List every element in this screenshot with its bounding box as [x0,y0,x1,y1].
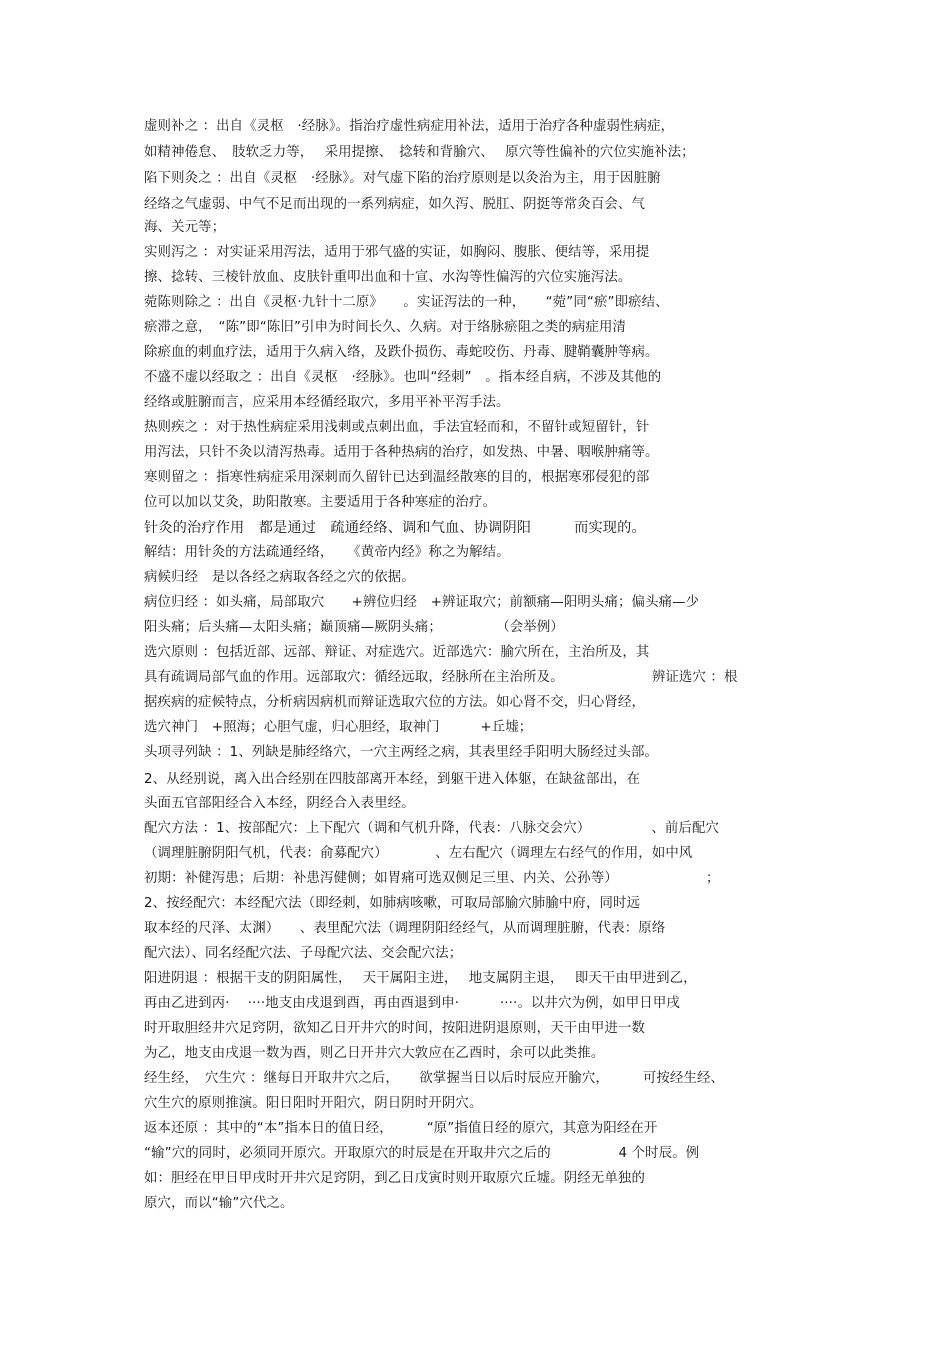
text-line: 用泻法，只针不灸以清泻热毒。适用于各种热病的治疗，如发热、中暑、咽喉肿痛等。 [144,445,659,460]
text-line: 头项寻列缺 ：1、列缺是肺经络穴，一穴主两经之病，其表里经手阳明大肠经过头部。 [144,745,659,760]
text-line: 菀陈则除之 ：出自《灵枢·九针十二原》 。实证泻法的一种， “菀”同“瘀”即瘀结、 [144,295,669,310]
text-line: 2、按经配穴：本经配穴法（即经刺，如肺病咳嗽，可取局部腧穴肺腧中府，同时远 [144,896,641,911]
text-line: “输”穴的同时，必须同开原穴。开取原穴的时辰是在开取井穴之后的 4 个时辰。例 [144,1146,700,1161]
text-line: 不盛不虚以经取之 ：出自《灵枢 ·经脉》。也叫“经刺” 。指本经自病，不涉及其他的 [144,370,662,385]
text-line: （调理脏腑阴阳气机，代表：俞募配穴） 、左右配穴（调理左右经气的作用，如中风 [144,846,693,861]
text-line: 热则疾之 ：对于热性病症采用浅刺或点刺出血，手法宜轻而和，不留针或短留针，针 [144,420,650,435]
text-line: 海、关元等； [144,220,226,235]
text-line: 针灸的治疗作用 都是通过 疏通经络、调和气血、协调阴阳 而实现的。 [144,520,646,536]
text-line: 瘀滞之意， “陈”即“陈旧”引申为时间长久、久病。对于络脉瘀阻之类的病症用清 [144,320,627,335]
text-line: 经络之气虚弱、中气不足而出现的一系列病症，如久泻、脱肛、阴挺等常灸百会、气 [144,197,646,212]
text-line: 虚则补之 ：出自《灵枢 ·经脉》。指治疗虚性病症用补法，适用于治疗各种虚弱性病症， [144,119,675,134]
text-line: 解结：用针灸的方法疏通经络， 《黄帝内经》称之为解结。 [144,545,510,560]
text-line: 原穴，而以“输”穴代之。 [144,1196,294,1211]
text-line: 阳进阴退 ：根据干支的阴阳属性， 天干属阳主进， 地支属阴主退， 即天干由甲进到乙， [144,971,697,986]
text-line: 阳头痛；后头痛—太阳头痛；巅顶痛—厥阴头痛； （会举例） [144,620,564,635]
text-line: 据疾病的症候特点，分析病因病机而辩证选取穴位的方法。如心肾不交，归心肾经， [144,695,646,710]
text-line: 初期：补健泻患；后期：补患泻健侧；如胃痛可选双侧足三里、内关、公孙等） ； [144,871,720,886]
text-line: 配穴法）、同名经配穴法、子母配穴法、交会配穴法； [144,946,463,961]
text-line: 如精神倦怠、 肢软乏力等， 采用提擦、 捻转和背腧穴、 原穴等性偏补的穴位实施补法； [144,145,695,160]
text-line: 穴生穴的原则推演。阳日阳时开阳穴，阴日阴时开阴穴。 [144,1096,483,1111]
text-line: 再由乙进到丙· ····地支由戌退到酉，再由酉退到申· ····。以井穴为例，如甲日甲戌 [144,996,680,1011]
text-line: 头面五官部阳经合入本经，阴经合入表里经。 [144,796,415,811]
text-line: 经络或脏腑而言，应采用本经循经取穴，多用平补平泻手法。 [144,395,510,410]
text-line: 实则泻之 ：对实证采用泻法，适用于邪气盛的实证，如胸闷、腹胀、便结等，采用提 [144,245,650,260]
text-line: 为乙，地支由戌退一数为酉，则乙日开井穴大敦应在乙酉时，余可以此类推。 [144,1046,605,1061]
text-line: 时开取胆经井穴足窍阴，欲知乙日开井穴的时间，按阳进阴退原则，天干由甲进一数 [144,1021,646,1036]
text-line: 病候归经 是以各经之病取各经之穴的依据。 [144,570,415,585]
text-line: 病位归经 ：如头痛，局部取穴 +辨位归经 +辨证取穴；前额痛—阳明头痛；偏头痛—少 [144,595,700,610]
text-line: 2、从经别说，离入出合经别在四肢部离开本经，到躯干进入体躯，在缺盆部出，在 [144,772,641,787]
text-line: 返本还原 ：其中的“本”指本日的值日经， “原”指值日经的原穴，其意为阳经在开 [144,1121,658,1136]
text-line: 经生经， 穴生穴 ：继每日开取井穴之后， 欲掌握当日以后时辰应开腧穴， 可按经生经、 [144,1071,725,1086]
text-line: 选穴神门 +照海；心胆气虚，归心胆经，取神门 +丘墟； [144,720,533,735]
text-line: 选穴原则 ：包括近部、远部、辩证、对症选穴。近部选穴：腧穴所在，主治所及，其 [144,645,650,660]
text-line: 擦、捻转、三棱针放血、皮肤针重叩出血和十宣、水沟等性偏泻的穴位实施泻法。 [144,270,632,285]
text-line: 如：胆经在甲日甲戌时开井穴足窍阴，到乙日戊寅时则开取原穴丘墟。阴经无单独的 [144,1171,646,1186]
text-line: 陷下则灸之 ：出自《灵枢 ·经脉》。对气虚下陷的治疗原则是以灸治为主，用于因脏腑 [144,171,661,186]
text-line: 取本经的尺泽、太渊） 、表里配穴法（调理阴阳经经气，从而调理脏腑，代表：原络 [144,921,666,936]
text-line: 寒则留之 ：指寒性病症采用深刺而久留针已达到温经散寒的目的，根据寒邪侵犯的部 [144,470,650,485]
text-line: 配穴方法 ：1、按部配穴：上下配穴（调和气机升降，代表：八脉交会穴） 、前后配穴 [144,821,720,836]
text-line: 具有疏调局部气血的作用。远部取穴：循经远取，经脉所在主治所及。 辨证选穴 ：根 [144,670,738,685]
text-line: 除瘀血的刺血疗法，适用于久病入络，及跌仆损伤、毒蛇咬伤、丹毒、腱鞘囊肿等病。 [144,345,659,360]
text-line: 位可以加以艾灸，助阳散寒。主要适用于各种寒症的治疗。 [144,495,497,510]
